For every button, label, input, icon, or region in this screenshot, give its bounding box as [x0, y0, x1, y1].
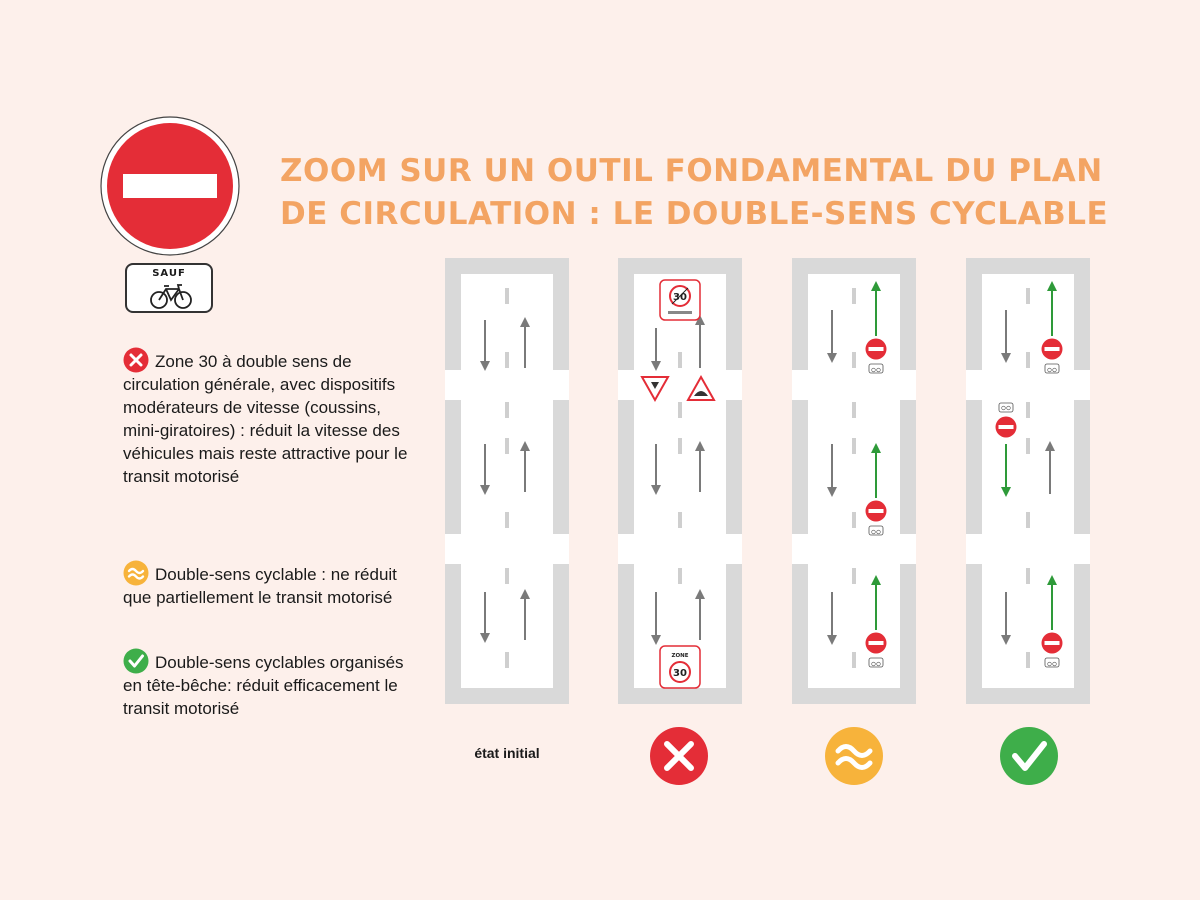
cross-icon: [123, 347, 149, 373]
legend-text-tete-beche: Double-sens cyclables organisés en tête-bêche: réduit efficacement le transit motorisé: [123, 653, 404, 718]
no-entry-sign-icon: [100, 116, 240, 256]
check-icon: [999, 726, 1059, 786]
check-icon: [123, 648, 149, 674]
legend-item-zone-30: [123, 347, 413, 488]
end-zone-30-sign-icon: [660, 280, 700, 320]
road-panel-double-sens-cyclable: [792, 258, 916, 704]
legend-item-tete-beche: [123, 648, 413, 720]
zone-30-sign-icon: [660, 646, 700, 688]
road-panel-etat-initial: [445, 258, 569, 704]
top-sign-number: 30: [673, 292, 687, 303]
road-panel-tete-beche: [966, 258, 1090, 704]
legend-item-double-sens: [123, 560, 413, 609]
page-title: [280, 150, 1160, 236]
sauf-panel: [125, 263, 213, 313]
title-line-1: ZOOM SUR UN OUTIL FONDAMENTAL DU PLAN: [280, 153, 1103, 189]
zone-sign-number: 30: [673, 668, 687, 679]
cross-icon: [649, 726, 709, 786]
caption-etat-initial: état initial: [474, 745, 540, 761]
road-panel-zone-30: [618, 258, 742, 704]
bicycle-icon: [149, 282, 193, 310]
title-line-2: DE CIRCULATION : LE DOUBLE-SENS CYCLABLE: [280, 196, 1109, 232]
legend-text-double-sens: Double-sens cyclable : ne réduit que partiellement le transit motorisé: [123, 565, 397, 607]
approx-icon: [123, 560, 149, 586]
zone-sign-label: ZONE: [671, 653, 689, 659]
sauf-label: SAUF: [152, 268, 186, 279]
approx-icon: [824, 726, 884, 786]
legend-text-zone-30: Zone 30 à double sens de circulation générale, avec dispositifs modérateurs de vitesse (coussins, mini-giratoires) : réduit la vitesse des véhicules mais reste attractive pour le transit motorisé: [123, 352, 408, 486]
